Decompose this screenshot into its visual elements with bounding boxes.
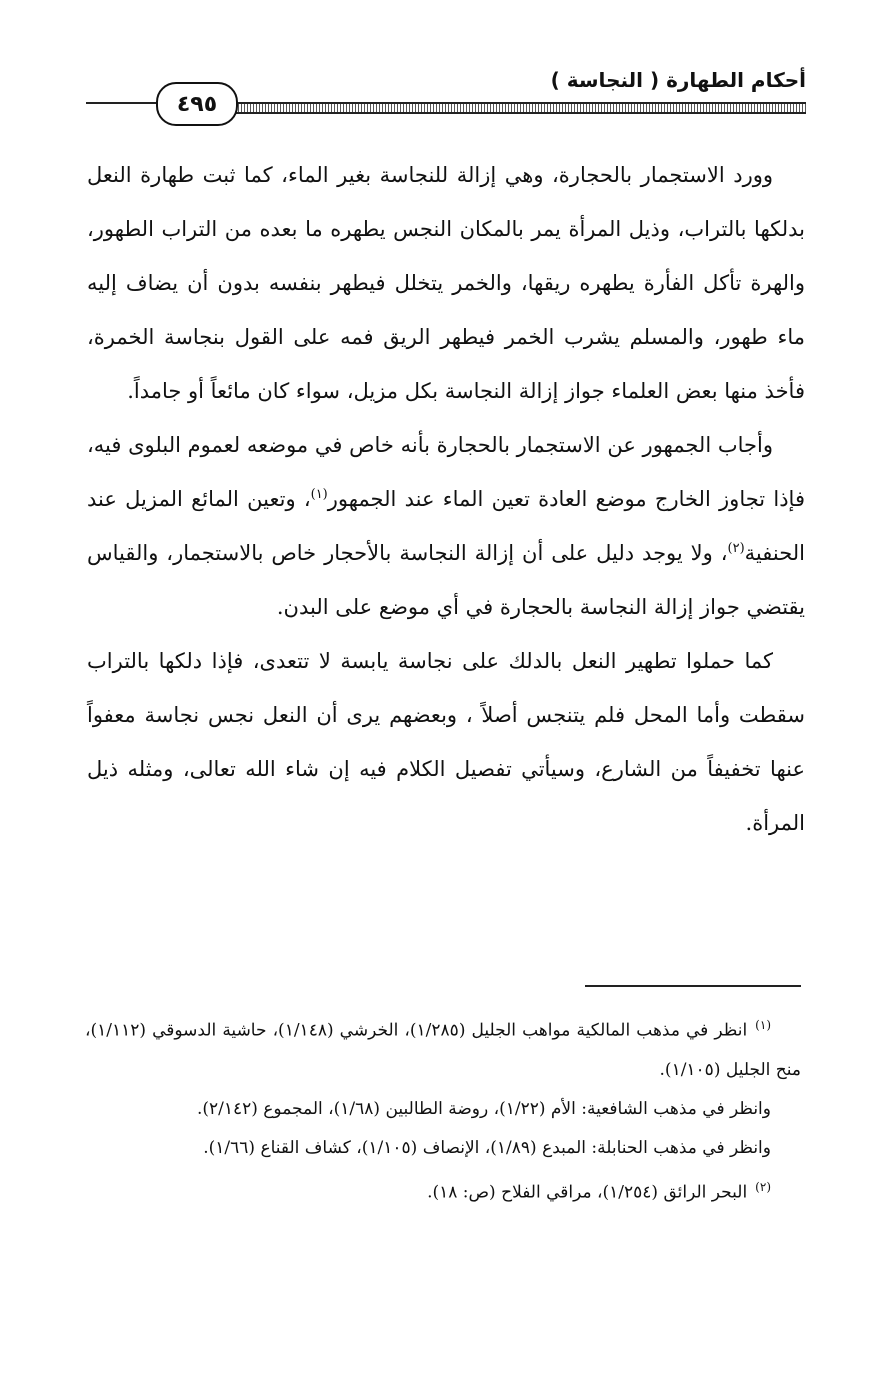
paragraph-2-part-c: ، ولا يوجد دليل على أن إزالة النجاسة بالأحجار خاص بالاستجمار، والقياس يقتضي جواز إزالة النجاسة بالحجارة في أي موضع على البدن. xyxy=(87,541,805,619)
footnote-2-text: البحر الرائق (١/٢٥٤)، مراقي الفلاح (ص: ١٨). xyxy=(427,1182,748,1203)
footnote-separator xyxy=(585,985,801,987)
paragraph-2-part-b: ، وتعين المائع المزيل عند الحنفية xyxy=(87,487,805,565)
footnote-ref-2: (٢) xyxy=(727,541,745,556)
paragraph-2-part-a: وأجاب الجمهور عن الاستجمار بالحجارة بأنه خاص في موضعه لعموم البلوى فيه، فإذا تجاوز الخارج موضع العادة تعين الماء عند الجمهور xyxy=(87,433,805,511)
footnote-1 xyxy=(85,1006,801,1090)
footnote-2 xyxy=(85,1168,801,1213)
footnote-1-marker: (١) xyxy=(755,1018,771,1032)
footnote-1-hanbali: وانظر في مذهب الحنابلة: المبدع (١/٨٩)، الإنصاف (١/١٠٥)، كشاف القناع (١/٦٦). xyxy=(203,1137,771,1158)
running-header xyxy=(86,64,806,124)
paragraph-3: كما حملوا تطهير النعل بالدلك على نجاسة يابسة لا تتعدى، فإذا دلكها بالتراب سقطت وأما المحل فلم يتنجس أصلاً ، وبعضهم يرى أن النعل نجس نجاسة معفواً عنها تخفيفاً من الشارع، وسيأتي تفصيل الكلام فيه إن شاء الله تعالى، ومثله ذيل المرأة. xyxy=(87,649,805,835)
footnote-1-shafii: وانظر في مذهب الشافعية: الأم (١/٢٢)، روضة الطالبين (١/٦٨)، المجموع (٢/١٤٢). xyxy=(196,1098,771,1119)
chapter-title: أحكام الطهارة ( النجاسة ) xyxy=(550,68,806,92)
header-rule-left xyxy=(86,102,156,104)
footnote-ref-1: (١) xyxy=(310,487,328,502)
main-text xyxy=(87,148,805,850)
footnote-1-text: انظر في مذهب المالكية مواهب الجليل (١/٢٨٥)، الخرشي (١/١٤٨)، حاشية الدسوقي (١/١١٢)، منح الجليل (١/١٠٥). xyxy=(85,1020,801,1080)
footnote-2-marker: (٢) xyxy=(755,1179,771,1194)
paragraph-2 xyxy=(87,418,805,634)
header-rule xyxy=(226,102,806,114)
footnotes xyxy=(85,1006,801,1212)
page-number: ٤٩٥ xyxy=(156,82,238,126)
paragraph-1: وورد الاستجمار بالحجارة، وهي إزالة للنجاسة بغير الماء، كما ثبت طهارة النعل بدلكها بالتراب، وذيل المرأة يمر بالمكان النجس يطهره ما بعده من التراب الطهور، والهرة تأكل الفأرة يطهره ريقها، والخمر يتخلل فيطهر بنفسه بدون أن يضاف إليه ماء طهور، والمسلم يشرب الخمر فيطهر الريق فمه على القول بنجاسة الخمرة، فأخذ منها بعض العلماء جواز إزالة النجاسة بكل مزيل، سواء كان مائعاً أو جامداً. xyxy=(87,163,805,403)
